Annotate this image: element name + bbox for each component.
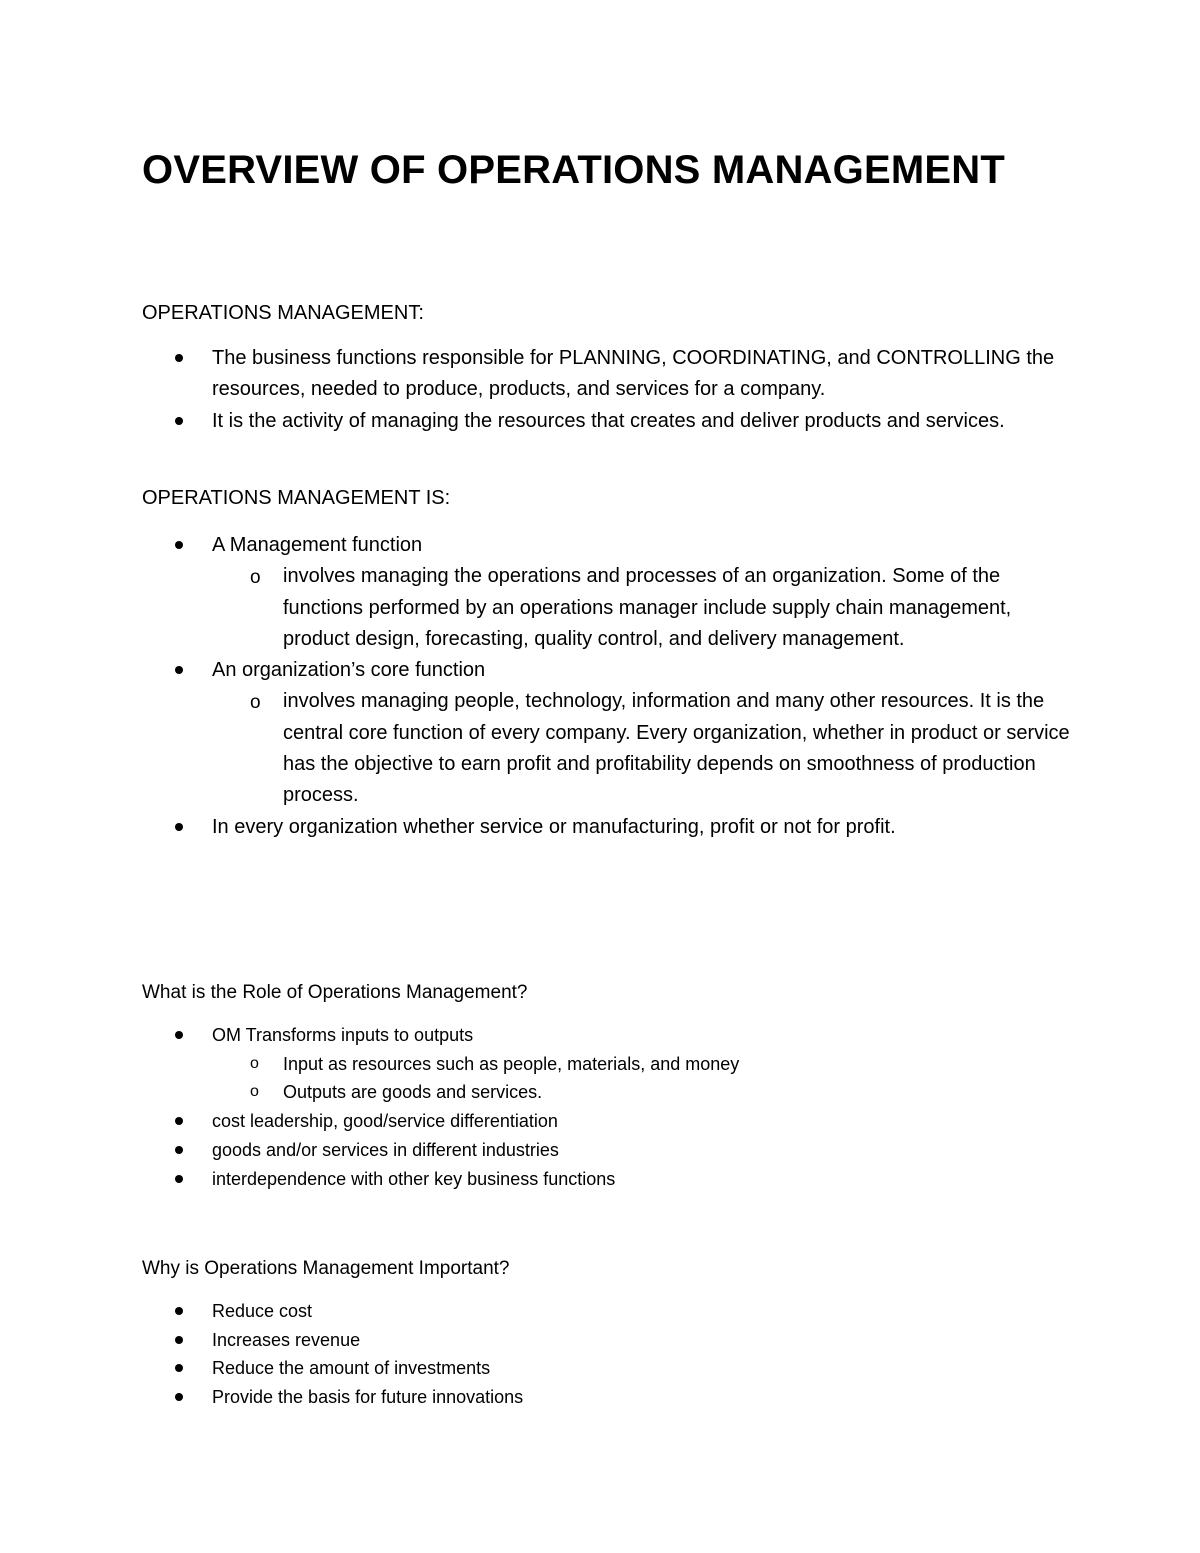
list-item: Reduce cost [0,1297,1072,1326]
definition-list [0,343,1072,437]
list-item: It is the activity of managing the resources that creates and deliver products and services. [0,406,1072,437]
bullet-icon [175,1175,183,1183]
sub-list [0,686,1072,811]
hollow-bullet-icon: o [250,1083,259,1101]
sub-list-item: o Outputs are goods and services. [212,1078,983,1107]
bullet-icon [175,666,183,674]
list-item: An organization’s core function o involves managing people, technology, information and many other resources. It is the central core function of every company. Every organization, whether in product or service has the objective to earn profit and profitability depends on smoothness of production process. [0,655,1072,811]
bullet-icon [175,1146,183,1154]
bullet-icon [175,823,183,831]
list-item: Provide the basis for future innovations [0,1383,1072,1412]
management-is-list [0,530,1072,843]
sub-list [0,1050,1072,1107]
bullet-icon [175,354,183,362]
list-item: A Management function o involves managing the operations and processes of an organization. Some of the functions performed by an operations manager include supply chain management, product design, forecasting, quality control, and delivery management. [0,530,1072,655]
bullet-icon [175,417,183,425]
bullet-icon [175,541,183,549]
hollow-bullet-icon: o [250,567,261,589]
list-item: goods and/or services in different industries [0,1136,1072,1165]
bullet-icon [175,1364,183,1372]
sub-list-item: o involves managing the operations and processes of an organization. Some of the functions performed by an operations manager include supply chain management, product design, forecasting, quality control, and delivery management. [212,561,1073,655]
list-item: The business functions responsible for PLANNING, COORDINATING, and CONTROLLING the resources, needed to produce, products, and services for a company. [0,343,1072,406]
bullet-icon [175,1393,183,1401]
section-heading-role: What is the Role of Operations Management? [142,982,528,1003]
hollow-bullet-icon: o [250,1054,259,1072]
role-list [0,1021,1072,1193]
list-item: In every organization whether service or manufacturing, profit or not for profit. [0,812,1072,843]
list-item: Increases revenue [0,1326,1072,1355]
importance-list [0,1297,1072,1412]
section-heading-importance: Why is Operations Management Important? [142,1258,510,1279]
list-item: cost leadership, good/service differentiation [0,1107,1072,1136]
hollow-bullet-icon: o [250,692,261,714]
section-heading-operations-management: OPERATIONS MANAGEMENT: [142,302,424,324]
bullet-icon [175,1031,183,1039]
bullet-icon [175,1307,183,1315]
bullet-icon [175,1117,183,1125]
section-heading-operations-management-is: OPERATIONS MANAGEMENT IS: [142,487,451,509]
document-title: OVERVIEW OF OPERATIONS MANAGEMENT [142,148,1005,192]
sub-list [0,561,1072,655]
list-item: interdependence with other key business functions [0,1165,1072,1194]
sub-list-item: o involves managing people, technology, information and many other resources. It is the central core function of every company. Every organization, whether in product or service has the objective to earn profit and profitability depends on smoothness of production process. [212,686,1073,811]
bullet-icon [175,1336,183,1344]
list-item: Reduce the amount of investments [0,1354,1072,1383]
sub-list-item: o Input as resources such as people, materials, and money [212,1050,983,1079]
list-item: OM Transforms inputs to outputs o Input as resources such as people, materials, and money o Outputs are goods and services. [0,1021,1072,1107]
